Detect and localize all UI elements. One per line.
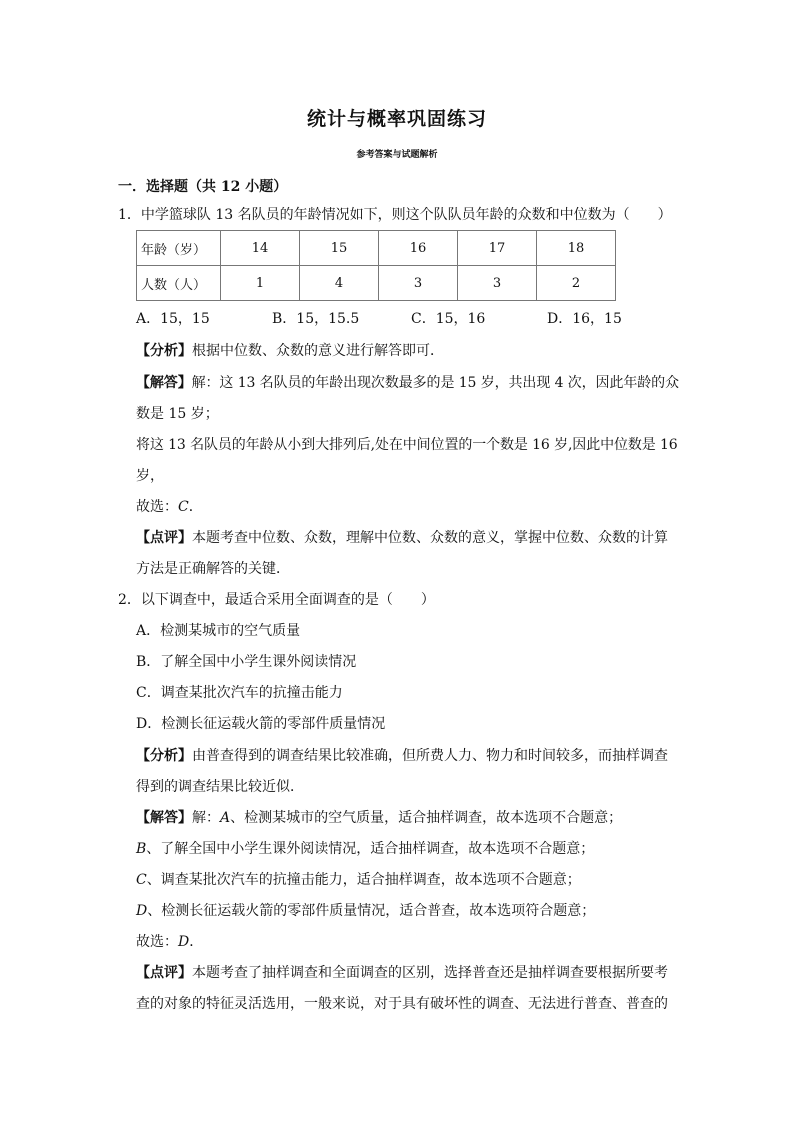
option-letter: B bbox=[136, 841, 147, 857]
analysis-tag: 【分析】 bbox=[136, 343, 192, 359]
table-cell: 3 bbox=[379, 266, 458, 301]
q1-answer-line-4: 岁， bbox=[136, 468, 164, 484]
q2-comment-line-1 bbox=[136, 963, 668, 983]
answer-text: 、了解全国中小学生课外阅读情况，适合抽样调查，故本选项不合题意； bbox=[146, 841, 595, 857]
q2-option-c: C．调查某批次汽车的抗撞击能力 bbox=[136, 685, 343, 701]
q2-answer-line-2 bbox=[136, 839, 594, 859]
q2-option-d: D．检测长征运载火箭的零部件质量情况 bbox=[136, 716, 386, 732]
table-cell: 17 bbox=[458, 231, 537, 266]
q1-option-c: C．15，16 bbox=[411, 311, 486, 327]
q1-comment-line-1 bbox=[136, 528, 668, 548]
option-letter: D bbox=[136, 903, 148, 919]
q2-option-b: B．了解全国中小学生课外阅读情况 bbox=[136, 654, 357, 670]
q1-answer-line-2: 数是 15 岁； bbox=[136, 406, 219, 422]
analysis-tag: 【分析】 bbox=[136, 748, 192, 764]
q1-choice bbox=[136, 497, 203, 517]
comment-tag: 【点评】 bbox=[136, 965, 192, 981]
table-header-cell: 年龄（岁） bbox=[137, 231, 221, 266]
answer-text: 、检测长征运载火箭的零部件质量情况，适合普查，故本选项符合题意； bbox=[147, 903, 596, 919]
q1-option-b: B．15，15.5 bbox=[272, 311, 360, 327]
q1-analysis bbox=[136, 341, 444, 361]
q2-answer-line-3 bbox=[136, 870, 581, 890]
table-row bbox=[137, 266, 616, 301]
q2-answer-line-4 bbox=[136, 901, 595, 921]
choice-letter: D bbox=[178, 934, 190, 950]
section-heading: 一．选择题（共 12 小题） bbox=[118, 179, 288, 195]
q1-age-table bbox=[136, 230, 616, 301]
answer-prefix: 解： bbox=[192, 810, 220, 826]
analysis-text: 由普查得到的调查结果比较准确，但所费人力、物力和时间较多，而抽样调查 bbox=[192, 748, 668, 764]
table-cell: 14 bbox=[221, 231, 300, 266]
answer-tag: 【解答】 bbox=[136, 375, 192, 391]
page-subtitle: 参考答案与试题解析 bbox=[356, 150, 438, 160]
table-cell: 1 bbox=[221, 266, 300, 301]
table-cell: 16 bbox=[379, 231, 458, 266]
q2-stem: 2．以下调查中，最适合采用全面调查的是（ ） bbox=[118, 592, 435, 608]
option-letter: C bbox=[136, 872, 147, 888]
table-cell: 3 bbox=[458, 266, 537, 301]
choice-prefix: 故选： bbox=[136, 499, 178, 515]
q1-answer-line-3: 将这 13 名队员的年龄从小到大排列后,处在中间位置的一个数是 16 岁,因此中位数是 16 bbox=[136, 437, 678, 453]
choice-prefix: 故选： bbox=[136, 934, 178, 950]
analysis-text: 根据中位数、众数的意义进行解答即可． bbox=[192, 343, 444, 359]
option-letter: A bbox=[220, 810, 231, 826]
comment-tag: 【点评】 bbox=[136, 530, 192, 546]
table-cell: 4 bbox=[300, 266, 379, 301]
table-cell: 2 bbox=[537, 266, 616, 301]
choice-letter: C bbox=[178, 499, 189, 515]
page-title: 统计与概率巩固练习 bbox=[306, 108, 487, 130]
q1-answer-line-1 bbox=[136, 373, 679, 393]
table-cell: 15 bbox=[300, 231, 379, 266]
q2-answer-line-1 bbox=[136, 808, 622, 828]
choice-suffix: ． bbox=[189, 934, 204, 950]
q2-option-a: A．检测某城市的空气质量 bbox=[136, 623, 301, 639]
answer-tag: 【解答】 bbox=[136, 810, 192, 826]
table-cell: 18 bbox=[537, 231, 616, 266]
q1-option-d: D．16，15 bbox=[547, 311, 622, 327]
q1-stem: 1．中学篮球队 13 名队员的年龄情况如下，则这个队队员年龄的众数和中位数为（ ） bbox=[118, 207, 672, 223]
q2-analysis-line-2: 得到的调查结果比较近似． bbox=[136, 779, 304, 795]
q1-option-a: A．15，15 bbox=[136, 311, 210, 327]
q2-choice bbox=[136, 932, 203, 952]
comment-text: 本题考查了抽样调查和全面调查的区别，选择普查还是抽样调查要根据所要考 bbox=[192, 965, 668, 981]
table-row bbox=[137, 231, 616, 266]
answer-text: 、调查某批次汽车的抗撞击能力，适合抽样调查，故本选项不合题意； bbox=[146, 872, 581, 888]
comment-text: 本题考查中位数、众数，理解中位数、众数的意义，掌握中位数、众数的计算 bbox=[192, 530, 668, 546]
table-header-cell: 人数（人） bbox=[137, 266, 221, 301]
q1-comment-line-2: 方法是正确解答的关键． bbox=[136, 561, 290, 577]
choice-suffix: ． bbox=[188, 499, 203, 515]
answer-text: 、检测某城市的空气质量，适合抽样调查，故本选项不合题意； bbox=[230, 810, 623, 826]
answer-text: 解：这 13 名队员的年龄出现次数最多的是 15 岁，共出现 4 次，因此年龄的众 bbox=[191, 375, 679, 391]
q2-analysis-line-1 bbox=[136, 746, 668, 766]
q2-comment-line-2: 查的对象的特征灵活选用，一般来说，对于具有破坏性的调查、无法进行普查、普查的 bbox=[136, 996, 668, 1012]
